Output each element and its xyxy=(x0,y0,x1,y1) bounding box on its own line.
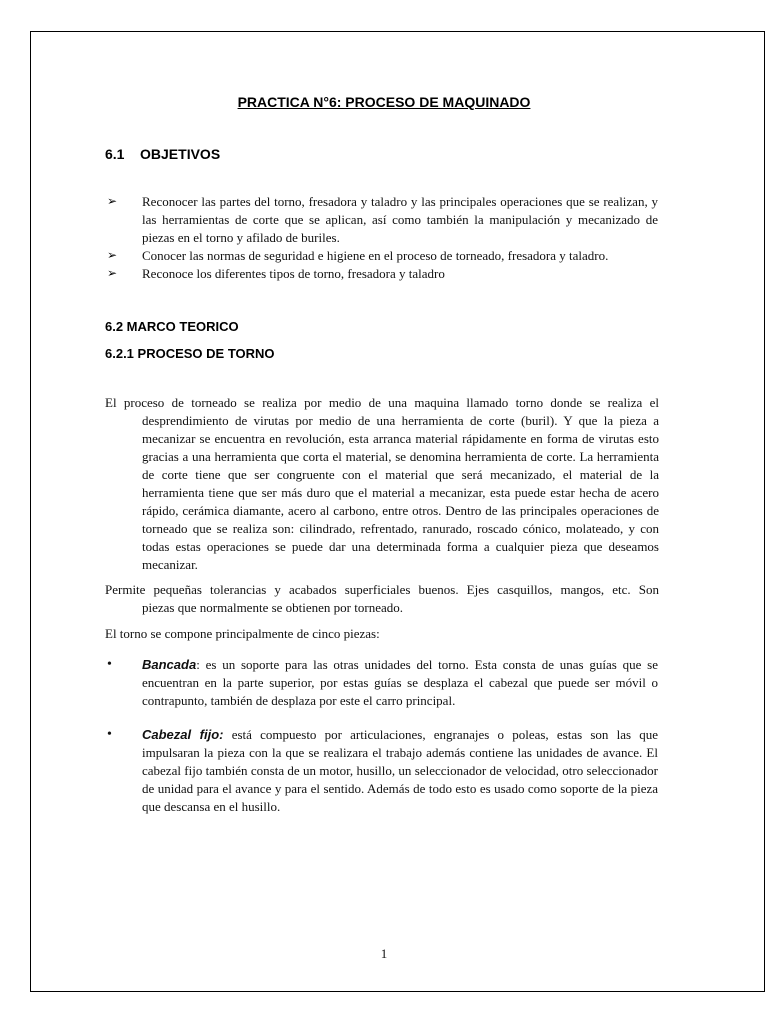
section-heading-marco-teorico: 6.2 MARCO TEORICO xyxy=(105,319,239,334)
paragraph-first-line: Permite pequeñas tolerancias y acabados superficiales buenos. Ejes casquillos, mangos, etc. Son xyxy=(105,582,659,597)
section-heading-proceso-torno: 6.2.1 PROCESO DE TORNO xyxy=(105,346,275,361)
section-heading-objectives: 6.1 OBJETIVOS xyxy=(105,146,221,162)
paragraph-first-line: El proceso de torneado se realiza por medio de una maquina llamado torno donde se realiza el xyxy=(105,395,659,410)
arrow-bullet-icon: ➢ xyxy=(107,266,118,280)
paragraph-componentes: El torno se compone principalmente de cinco piezas: xyxy=(105,626,380,641)
round-bullet-icon: • xyxy=(107,657,112,672)
arrow-bullet-icon: ➢ xyxy=(107,248,118,262)
paragraph-body: piezas que normalmente se obtienen por torneado. xyxy=(142,600,403,615)
paragraph-torneado xyxy=(105,394,659,574)
part-item-cabezal-fijo xyxy=(142,726,658,816)
objective-item: Reconoce los diferentes tipos de torno, fresadora y taladro xyxy=(142,266,445,281)
part-term: Cabezal fijo: xyxy=(142,727,224,742)
paragraph-body: desprendimiento de virutas por medio de una herramienta de corte (buril). Y que la pieza a mecanizar se encuentra en revolución, esta arranca material rápidamente en forma de virutas esto gracias a una herramienta que corta el material, se denomina herramienta de corte. La herramienta de corte tiene que ser congruente con el material que será mecanizado, el material de la herramienta tiene que ser más duro que el material a mecanizar, esta puede estar hecha de acero rápido, cerámica diamante, acero al carbono, entre otros. Dentro de las principales operaciones de torneado que se realiza son: cilindrado, refrentado, ranurado, roscado cónico, molateado, y con todas estas operaciones se puede dar una determinada forma a cualquier pieza que deseamos mecanizar. xyxy=(142,413,659,572)
part-description: está compuesto por articulaciones, engranajes o poleas, estas son las que impulsaran la pieza con la que se realizara el trabajo además contiene las unidades de avance. El cabezal fijo también consta de un motor, husillo, un seleccionador de velocidad, otro seleccionador de unidad para el avance y para el sentido. Además de todo esto es usado como soporte de la pieza que descansa en el husillo. xyxy=(142,727,658,814)
part-item-bancada xyxy=(142,656,658,710)
paragraph-tolerancias xyxy=(105,581,659,617)
objective-item: Reconocer las partes del torno, fresadora y taladro y las principales operaciones que se realizan, y las herramientas de corte que se aplican, así como también la manipulación y mecanizado de piezas en el torno y afilado de buriles. xyxy=(142,194,658,245)
document-title: PRACTICA N°6: PROCESO DE MAQUINADO xyxy=(237,94,531,110)
objective-item: Conocer las normas de seguridad e higiene en el proceso de torneado, fresadora y taladro. xyxy=(142,248,609,263)
page-number: 1 xyxy=(380,946,388,961)
part-term: Bancada xyxy=(142,657,197,672)
arrow-bullet-icon: ➢ xyxy=(107,194,118,208)
round-bullet-icon: • xyxy=(107,727,112,742)
part-description: : es un soporte para las otras unidades del torno. Esta consta de unas guías que se encuentran en la parte superior, por estas guías se desplaza el cabezal que puede ser móvil o contrapunto, también de desplaza por este el carro principal. xyxy=(142,657,658,708)
